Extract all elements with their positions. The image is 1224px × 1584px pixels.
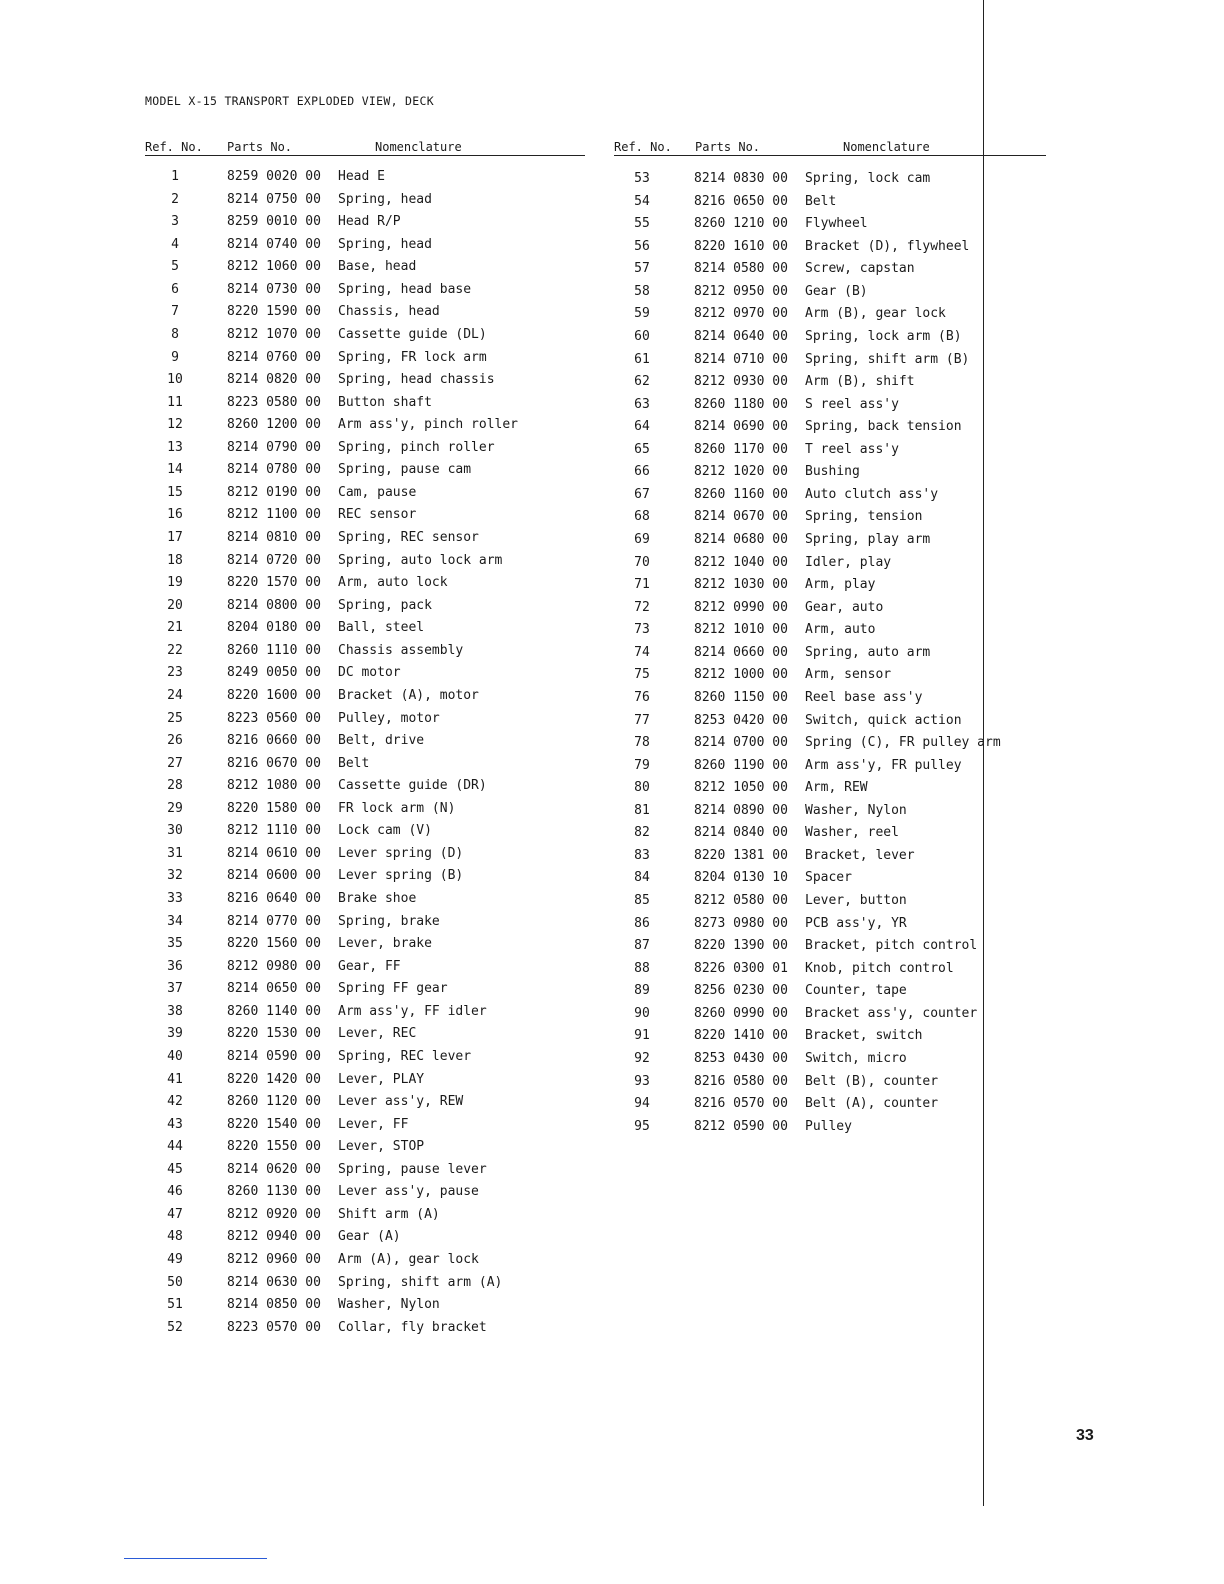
parts-number: 8204 0180 00	[227, 620, 321, 636]
ref-number: 80	[634, 780, 650, 796]
ref-number: 71	[634, 577, 650, 593]
nomenclature: Spring, back tension	[805, 419, 962, 435]
ref-number: 40	[167, 1048, 183, 1064]
nomenclature: Gear, auto	[805, 599, 884, 615]
ref-number: 84	[634, 870, 650, 886]
nomenclature: Spring, lock arm (B)	[805, 328, 962, 344]
ref-number: 88	[634, 960, 650, 976]
ref-number: 66	[634, 464, 650, 480]
nomenclature: Idler, play	[805, 554, 892, 570]
nomenclature: Spring, pinch roller	[338, 439, 495, 455]
nomenclature: Collar, fly bracket	[338, 1319, 487, 1335]
parts-number: 8214 0760 00	[227, 349, 321, 365]
ref-number: 92	[634, 1050, 650, 1066]
nomenclature: Head E	[338, 169, 385, 184]
nomenclature: Button shaft	[338, 394, 432, 410]
ref-number: 89	[634, 983, 650, 999]
ref-number: 76	[634, 689, 650, 705]
ref-number: 42	[167, 1094, 183, 1110]
nomenclature: Spring, head base	[338, 281, 472, 297]
parts-number: 8223 0570 00	[227, 1319, 321, 1335]
ref-number: 90	[634, 1005, 650, 1021]
ref-number: 15	[167, 484, 183, 500]
nomenclature: Arm (B), shift	[805, 374, 915, 390]
nomenclature: Lever spring (B)	[338, 868, 464, 884]
nomenclature: Belt	[805, 193, 837, 209]
nomenclature: Lever, STOP	[338, 1139, 425, 1155]
nomenclature: Spring, auto arm	[805, 644, 931, 660]
nomenclature: Switch, micro	[805, 1050, 907, 1066]
parts-number: 8273 0980 00	[694, 915, 788, 931]
ref-number: 6	[171, 281, 179, 297]
nomenclature: Spring, REC lever	[338, 1048, 472, 1064]
parts-number: 8212 0920 00	[227, 1206, 321, 1222]
nomenclature: T reel ass'y	[805, 441, 899, 457]
parts-number: 8253 0420 00	[694, 712, 788, 728]
parts-number: 8214 0730 00	[227, 281, 321, 297]
ref-number: 73	[634, 622, 650, 638]
ref-number: 58	[634, 283, 650, 299]
parts-number: 8212 0980 00	[227, 958, 321, 974]
nomenclature: Lever spring (D)	[338, 845, 464, 861]
parts-number: 8214 0810 00	[227, 530, 321, 545]
parts-number: 8260 1210 00	[694, 216, 788, 232]
parts-number: 8216 0570 00	[694, 1096, 788, 1112]
parts-number: 8214 0590 00	[227, 1048, 321, 1064]
parts-number: 8212 0190 00	[227, 484, 321, 500]
nomenclature: Washer, reel	[805, 825, 899, 841]
parts-number: 8212 0580 00	[694, 893, 788, 908]
ref-number: 33	[167, 891, 183, 906]
nomenclature: Lever, button	[805, 893, 907, 908]
ref-number: 86	[634, 915, 650, 931]
nomenclature: Chassis, head	[338, 304, 440, 320]
parts-number: 8214 0850 00	[227, 1297, 321, 1313]
nomenclature: Bracket, pitch control	[805, 938, 978, 954]
ref-number: 57	[634, 261, 650, 277]
parts-number: 8214 0700 00	[694, 735, 788, 751]
parts-number: 8214 0630 00	[227, 1274, 321, 1290]
ref-number: 31	[167, 845, 183, 861]
parts-number: 8212 1080 00	[227, 778, 321, 794]
ref-number: 4	[171, 236, 179, 252]
nomenclature: Counter, tape	[805, 983, 907, 999]
nomenclature: Gear (B)	[805, 283, 868, 299]
nomenclature: Washer, Nylon	[805, 802, 907, 818]
parts-number: 8220 1600 00	[227, 687, 321, 703]
parts-number: 8260 0990 00	[694, 1005, 788, 1021]
ref-number: 41	[167, 1071, 183, 1087]
nomenclature: Lever, REC	[338, 1026, 417, 1042]
parts-number: 8214 0780 00	[227, 462, 321, 478]
ref-number: 54	[634, 193, 650, 209]
parts-number: 8223 0580 00	[227, 394, 321, 410]
ref-number: 32	[167, 868, 183, 884]
parts-number: 8214 0740 00	[227, 236, 321, 252]
ref-number: 25	[167, 710, 183, 726]
right-nomenclature-header: Nomenclature	[843, 140, 930, 154]
nomenclature: Flywheel	[805, 216, 868, 232]
ref-number: 85	[634, 893, 650, 908]
ref-number: 50	[167, 1274, 183, 1290]
page-title: MODEL X-15 TRANSPORT EXPLODED VIEW, DECK	[145, 94, 434, 108]
nomenclature: Reel base ass'y	[805, 689, 923, 705]
nomenclature: Lever, FF	[338, 1116, 409, 1132]
nomenclature: Bracket, switch	[805, 1028, 923, 1044]
nomenclature: Belt (B), counter	[805, 1073, 939, 1089]
ref-number: 72	[634, 599, 650, 615]
ref-number: 9	[171, 349, 179, 365]
ref-number: 27	[167, 755, 183, 771]
parts-number: 8214 0720 00	[227, 552, 321, 568]
parts-number: 8214 0680 00	[694, 532, 788, 547]
ref-number: 69	[634, 532, 650, 547]
ref-number: 81	[634, 802, 650, 818]
ref-number: 62	[634, 374, 650, 390]
parts-number: 8216 0640 00	[227, 891, 321, 906]
parts-number: 8214 0710 00	[694, 351, 788, 367]
parts-number: 8249 0050 00	[227, 665, 321, 681]
left-ref-header: Ref. No.	[145, 140, 203, 154]
right-margin-rule	[983, 0, 984, 1506]
ref-number: 48	[167, 1229, 183, 1245]
nomenclature: Cassette guide (DR)	[338, 778, 487, 794]
parts-number: 8214 0620 00	[227, 1161, 321, 1177]
ref-number: 35	[167, 936, 183, 952]
ref-number: 74	[634, 644, 650, 660]
nomenclature: Spring (C), FR pulley arm	[805, 735, 1001, 751]
ref-number: 18	[167, 552, 183, 568]
nomenclature: Pulley, motor	[338, 710, 440, 726]
ref-number: 95	[634, 1118, 650, 1134]
parts-number: 8253 0430 00	[694, 1050, 788, 1066]
nomenclature: REC sensor	[338, 507, 417, 523]
parts-number: 8260 1180 00	[694, 396, 788, 412]
ref-number: 2	[171, 191, 179, 207]
ref-number: 5	[171, 259, 179, 275]
parts-number: 8260 1110 00	[227, 642, 321, 658]
nomenclature: Spring, shift arm (B)	[805, 351, 970, 367]
parts-number: 8214 0840 00	[694, 825, 788, 841]
parts-number: 8214 0890 00	[694, 802, 788, 818]
parts-number: 8260 1190 00	[694, 757, 788, 773]
parts-number: 8212 1010 00	[694, 622, 788, 638]
nomenclature: Arm ass'y, FF idler	[338, 1003, 487, 1019]
nomenclature: Knob, pitch control	[805, 960, 954, 976]
nomenclature: Spring, head	[338, 191, 432, 207]
ref-number: 70	[634, 554, 650, 570]
nomenclature: Spring, pack	[338, 597, 432, 613]
ref-number: 93	[634, 1073, 650, 1089]
ref-number: 67	[634, 486, 650, 502]
ref-number: 22	[167, 642, 183, 658]
nomenclature: Spacer	[805, 870, 852, 886]
ref-number: 79	[634, 757, 650, 773]
parts-number: 8260 1200 00	[227, 417, 321, 433]
parts-number: 8260 1150 00	[694, 689, 788, 705]
right-header-rule	[614, 155, 1046, 156]
parts-number: 8212 0590 00	[694, 1118, 788, 1134]
parts-number: 8220 1390 00	[694, 938, 788, 954]
parts-number: 8259 0010 00	[227, 214, 321, 230]
parts-number: 8214 0610 00	[227, 845, 321, 861]
parts-number: 8212 1050 00	[694, 780, 788, 796]
nomenclature: Lever ass'y, REW	[338, 1094, 464, 1110]
nomenclature: Base, head	[338, 259, 417, 275]
nomenclature: Cam, pause	[338, 484, 417, 500]
parts-number: 8212 1100 00	[227, 507, 321, 523]
nomenclature: Cassette guide (DL)	[338, 326, 487, 342]
ref-number: 65	[634, 441, 650, 457]
ref-number: 51	[167, 1297, 183, 1313]
parts-number: 8214 0650 00	[227, 981, 321, 997]
nomenclature: Ball, steel	[338, 620, 425, 636]
ref-number: 3	[171, 214, 179, 230]
nomenclature: Spring, brake	[338, 913, 440, 929]
nomenclature: Head R/P	[338, 214, 401, 230]
ref-number: 87	[634, 938, 650, 954]
ref-number: 60	[634, 328, 650, 344]
nomenclature: Switch, quick action	[805, 712, 962, 728]
parts-number: 8212 0960 00	[227, 1252, 321, 1267]
ref-number: 30	[167, 823, 183, 839]
ref-number: 83	[634, 847, 650, 863]
parts-number: 8214 0640 00	[694, 328, 788, 344]
ref-number: 8	[171, 326, 179, 342]
nomenclature: Bracket ass'y, counter	[805, 1005, 978, 1021]
nomenclature: Arm ass'y, pinch roller	[338, 417, 519, 433]
parts-number: 8256 0230 00	[694, 983, 788, 999]
parts-number: 8212 1070 00	[227, 326, 321, 342]
parts-number: 8214 0600 00	[227, 868, 321, 884]
parts-number: 8214 0690 00	[694, 419, 788, 435]
parts-number: 8212 1030 00	[694, 577, 788, 593]
parts-number: 8214 0770 00	[227, 913, 321, 929]
ref-number: 61	[634, 351, 650, 367]
page-number: 33	[1076, 1427, 1094, 1444]
nomenclature: DC motor	[338, 665, 401, 681]
nomenclature: Lever ass'y, pause	[338, 1184, 479, 1200]
right-parts-header: Parts No.	[695, 140, 761, 154]
ref-number: 36	[167, 958, 183, 974]
parts-number: 8212 1110 00	[227, 823, 321, 839]
parts-number: 8220 1570 00	[227, 575, 321, 591]
ref-number: 29	[167, 800, 183, 816]
parts-number: 8220 1530 00	[227, 1026, 321, 1042]
ref-number: 45	[167, 1161, 183, 1177]
nomenclature: Arm, auto	[805, 622, 876, 638]
parts-number: 8260 1130 00	[227, 1184, 321, 1200]
left-nomenclature-header: Nomenclature	[375, 140, 462, 154]
nomenclature: Auto clutch ass'y	[805, 486, 939, 502]
parts-number: 8212 0970 00	[694, 306, 788, 322]
ref-number: 52	[167, 1319, 183, 1335]
nomenclature: Belt (A), counter	[805, 1096, 939, 1112]
ref-number: 44	[167, 1139, 183, 1155]
parts-number: 8220 1550 00	[227, 1139, 321, 1155]
nomenclature: Bracket (A), motor	[338, 687, 479, 703]
nomenclature: Arm, auto lock	[338, 575, 448, 591]
nomenclature: Gear (A)	[338, 1229, 401, 1245]
nomenclature: S reel ass'y	[805, 396, 899, 412]
parts-number: 8223 0560 00	[227, 710, 321, 726]
nomenclature: Bracket, lever	[805, 847, 915, 863]
nomenclature: Pulley	[805, 1118, 852, 1134]
parts-number: 8216 0650 00	[694, 193, 788, 209]
nomenclature: Gear, FF	[338, 958, 401, 974]
parts-number: 8212 0990 00	[694, 599, 788, 615]
parts-number: 8226 0300 01	[694, 960, 788, 976]
parts-number: 8220 1540 00	[227, 1116, 321, 1132]
parts-number: 8212 0930 00	[694, 374, 788, 390]
ref-number: 49	[167, 1252, 183, 1267]
nomenclature: Spring, play arm	[805, 532, 931, 547]
parts-number: 8260 1140 00	[227, 1003, 321, 1019]
ref-number: 20	[167, 597, 183, 613]
ref-number: 53	[634, 171, 650, 186]
nomenclature: Spring, head	[338, 236, 432, 252]
parts-number: 8212 0950 00	[694, 283, 788, 299]
ref-number: 78	[634, 735, 650, 751]
ref-number: 68	[634, 509, 650, 525]
footer-line	[124, 1558, 267, 1559]
nomenclature: Washer, Nylon	[338, 1297, 440, 1313]
right-ref-header: Ref. No.	[614, 140, 672, 154]
ref-number: 59	[634, 306, 650, 322]
parts-number: 8220 1580 00	[227, 800, 321, 816]
ref-number: 34	[167, 913, 183, 929]
parts-number: 8214 0750 00	[227, 191, 321, 207]
nomenclature: Spring, shift arm (A)	[338, 1274, 503, 1290]
nomenclature: Lever, brake	[338, 936, 432, 952]
nomenclature: Spring, REC sensor	[338, 530, 479, 545]
ref-number: 55	[634, 216, 650, 232]
nomenclature: Brake shoe	[338, 891, 417, 906]
parts-number: 8260 1170 00	[694, 441, 788, 457]
parts-number: 8212 1000 00	[694, 667, 788, 683]
nomenclature: Spring, lock cam	[805, 171, 931, 186]
nomenclature: Arm (B), gear lock	[805, 306, 946, 322]
nomenclature: Bushing	[805, 464, 860, 480]
nomenclature: Belt, drive	[338, 733, 425, 749]
parts-number: 8204 0130 10	[694, 870, 788, 886]
parts-number: 8212 1060 00	[227, 259, 321, 275]
parts-number: 8220 1420 00	[227, 1071, 321, 1087]
parts-number: 8216 0670 00	[227, 755, 321, 771]
parts-number: 8260 1120 00	[227, 1094, 321, 1110]
ref-number: 14	[167, 462, 183, 478]
parts-number: 8216 0660 00	[227, 733, 321, 749]
nomenclature: Bracket (D), flywheel	[805, 238, 970, 254]
nomenclature: Spring FF gear	[338, 981, 448, 997]
nomenclature: Arm, REW	[805, 780, 868, 796]
parts-number: 8214 0820 00	[227, 372, 321, 388]
ref-number: 12	[167, 417, 183, 433]
nomenclature: Lever, PLAY	[338, 1071, 425, 1087]
nomenclature: PCB ass'y, YR	[805, 915, 907, 931]
nomenclature: Spring, FR lock arm	[338, 349, 487, 365]
ref-number: 19	[167, 575, 183, 591]
ref-number: 38	[167, 1003, 183, 1019]
nomenclature: Arm ass'y, FR pulley	[805, 757, 962, 773]
nomenclature: Arm, sensor	[805, 667, 892, 683]
ref-number: 11	[167, 394, 183, 410]
ref-number: 91	[634, 1028, 650, 1044]
nomenclature: Spring, head chassis	[338, 372, 495, 388]
ref-number: 21	[167, 620, 183, 636]
parts-number: 8214 0670 00	[694, 509, 788, 525]
ref-number: 7	[171, 304, 179, 320]
ref-number: 43	[167, 1116, 183, 1132]
parts-number: 8216 0580 00	[694, 1073, 788, 1089]
ref-number: 39	[167, 1026, 183, 1042]
nomenclature: Chassis assembly	[338, 642, 464, 658]
ref-number: 13	[167, 439, 183, 455]
ref-number: 37	[167, 981, 183, 997]
parts-number: 8214 0660 00	[694, 644, 788, 660]
parts-number: 8212 1040 00	[694, 554, 788, 570]
nomenclature: Lock cam (V)	[338, 823, 432, 839]
ref-number: 28	[167, 778, 183, 794]
nomenclature: Belt	[338, 755, 370, 771]
ref-number: 82	[634, 825, 650, 841]
ref-number: 63	[634, 396, 650, 412]
ref-number: 94	[634, 1096, 650, 1112]
ref-number: 47	[167, 1206, 183, 1222]
nomenclature: Screw, capstan	[805, 261, 915, 277]
left-parts-header: Parts No.	[227, 140, 293, 154]
ref-number: 24	[167, 687, 183, 703]
ref-number: 23	[167, 665, 183, 681]
parts-number: 8220 1560 00	[227, 936, 321, 952]
nomenclature: Spring, pause lever	[338, 1161, 487, 1177]
nomenclature: FR lock arm (N)	[338, 800, 456, 816]
nomenclature: Spring, tension	[805, 509, 923, 525]
ref-number: 26	[167, 733, 183, 749]
left-header-rule	[145, 155, 585, 156]
ref-number: 77	[634, 712, 650, 728]
ref-number: 46	[167, 1184, 183, 1200]
nomenclature: Shift arm (A)	[338, 1206, 440, 1222]
parts-number: 8214 0790 00	[227, 439, 321, 455]
nomenclature: Spring, pause cam	[338, 462, 472, 478]
nomenclature: Arm (A), gear lock	[338, 1252, 479, 1267]
parts-number: 8220 1381 00	[694, 847, 788, 863]
nomenclature: Spring, auto lock arm	[338, 552, 503, 568]
parts-number: 8220 1410 00	[694, 1028, 788, 1044]
parts-number: 8212 0940 00	[227, 1229, 321, 1245]
ref-number: 10	[167, 372, 183, 388]
parts-number: 8220 1590 00	[227, 304, 321, 320]
ref-number: 16	[167, 507, 183, 523]
ref-number: 1	[171, 169, 179, 184]
parts-number: 8260 1160 00	[694, 486, 788, 502]
ref-number: 56	[634, 238, 650, 254]
ref-number: 64	[634, 419, 650, 435]
ref-number: 75	[634, 667, 650, 683]
parts-number: 8214 0830 00	[694, 171, 788, 186]
parts-number: 8220 1610 00	[694, 238, 788, 254]
parts-number: 8214 0800 00	[227, 597, 321, 613]
parts-number: 8214 0580 00	[694, 261, 788, 277]
nomenclature: Arm, play	[805, 577, 876, 593]
ref-number: 17	[167, 530, 183, 545]
parts-number: 8259 0020 00	[227, 169, 321, 184]
parts-number: 8212 1020 00	[694, 464, 788, 480]
